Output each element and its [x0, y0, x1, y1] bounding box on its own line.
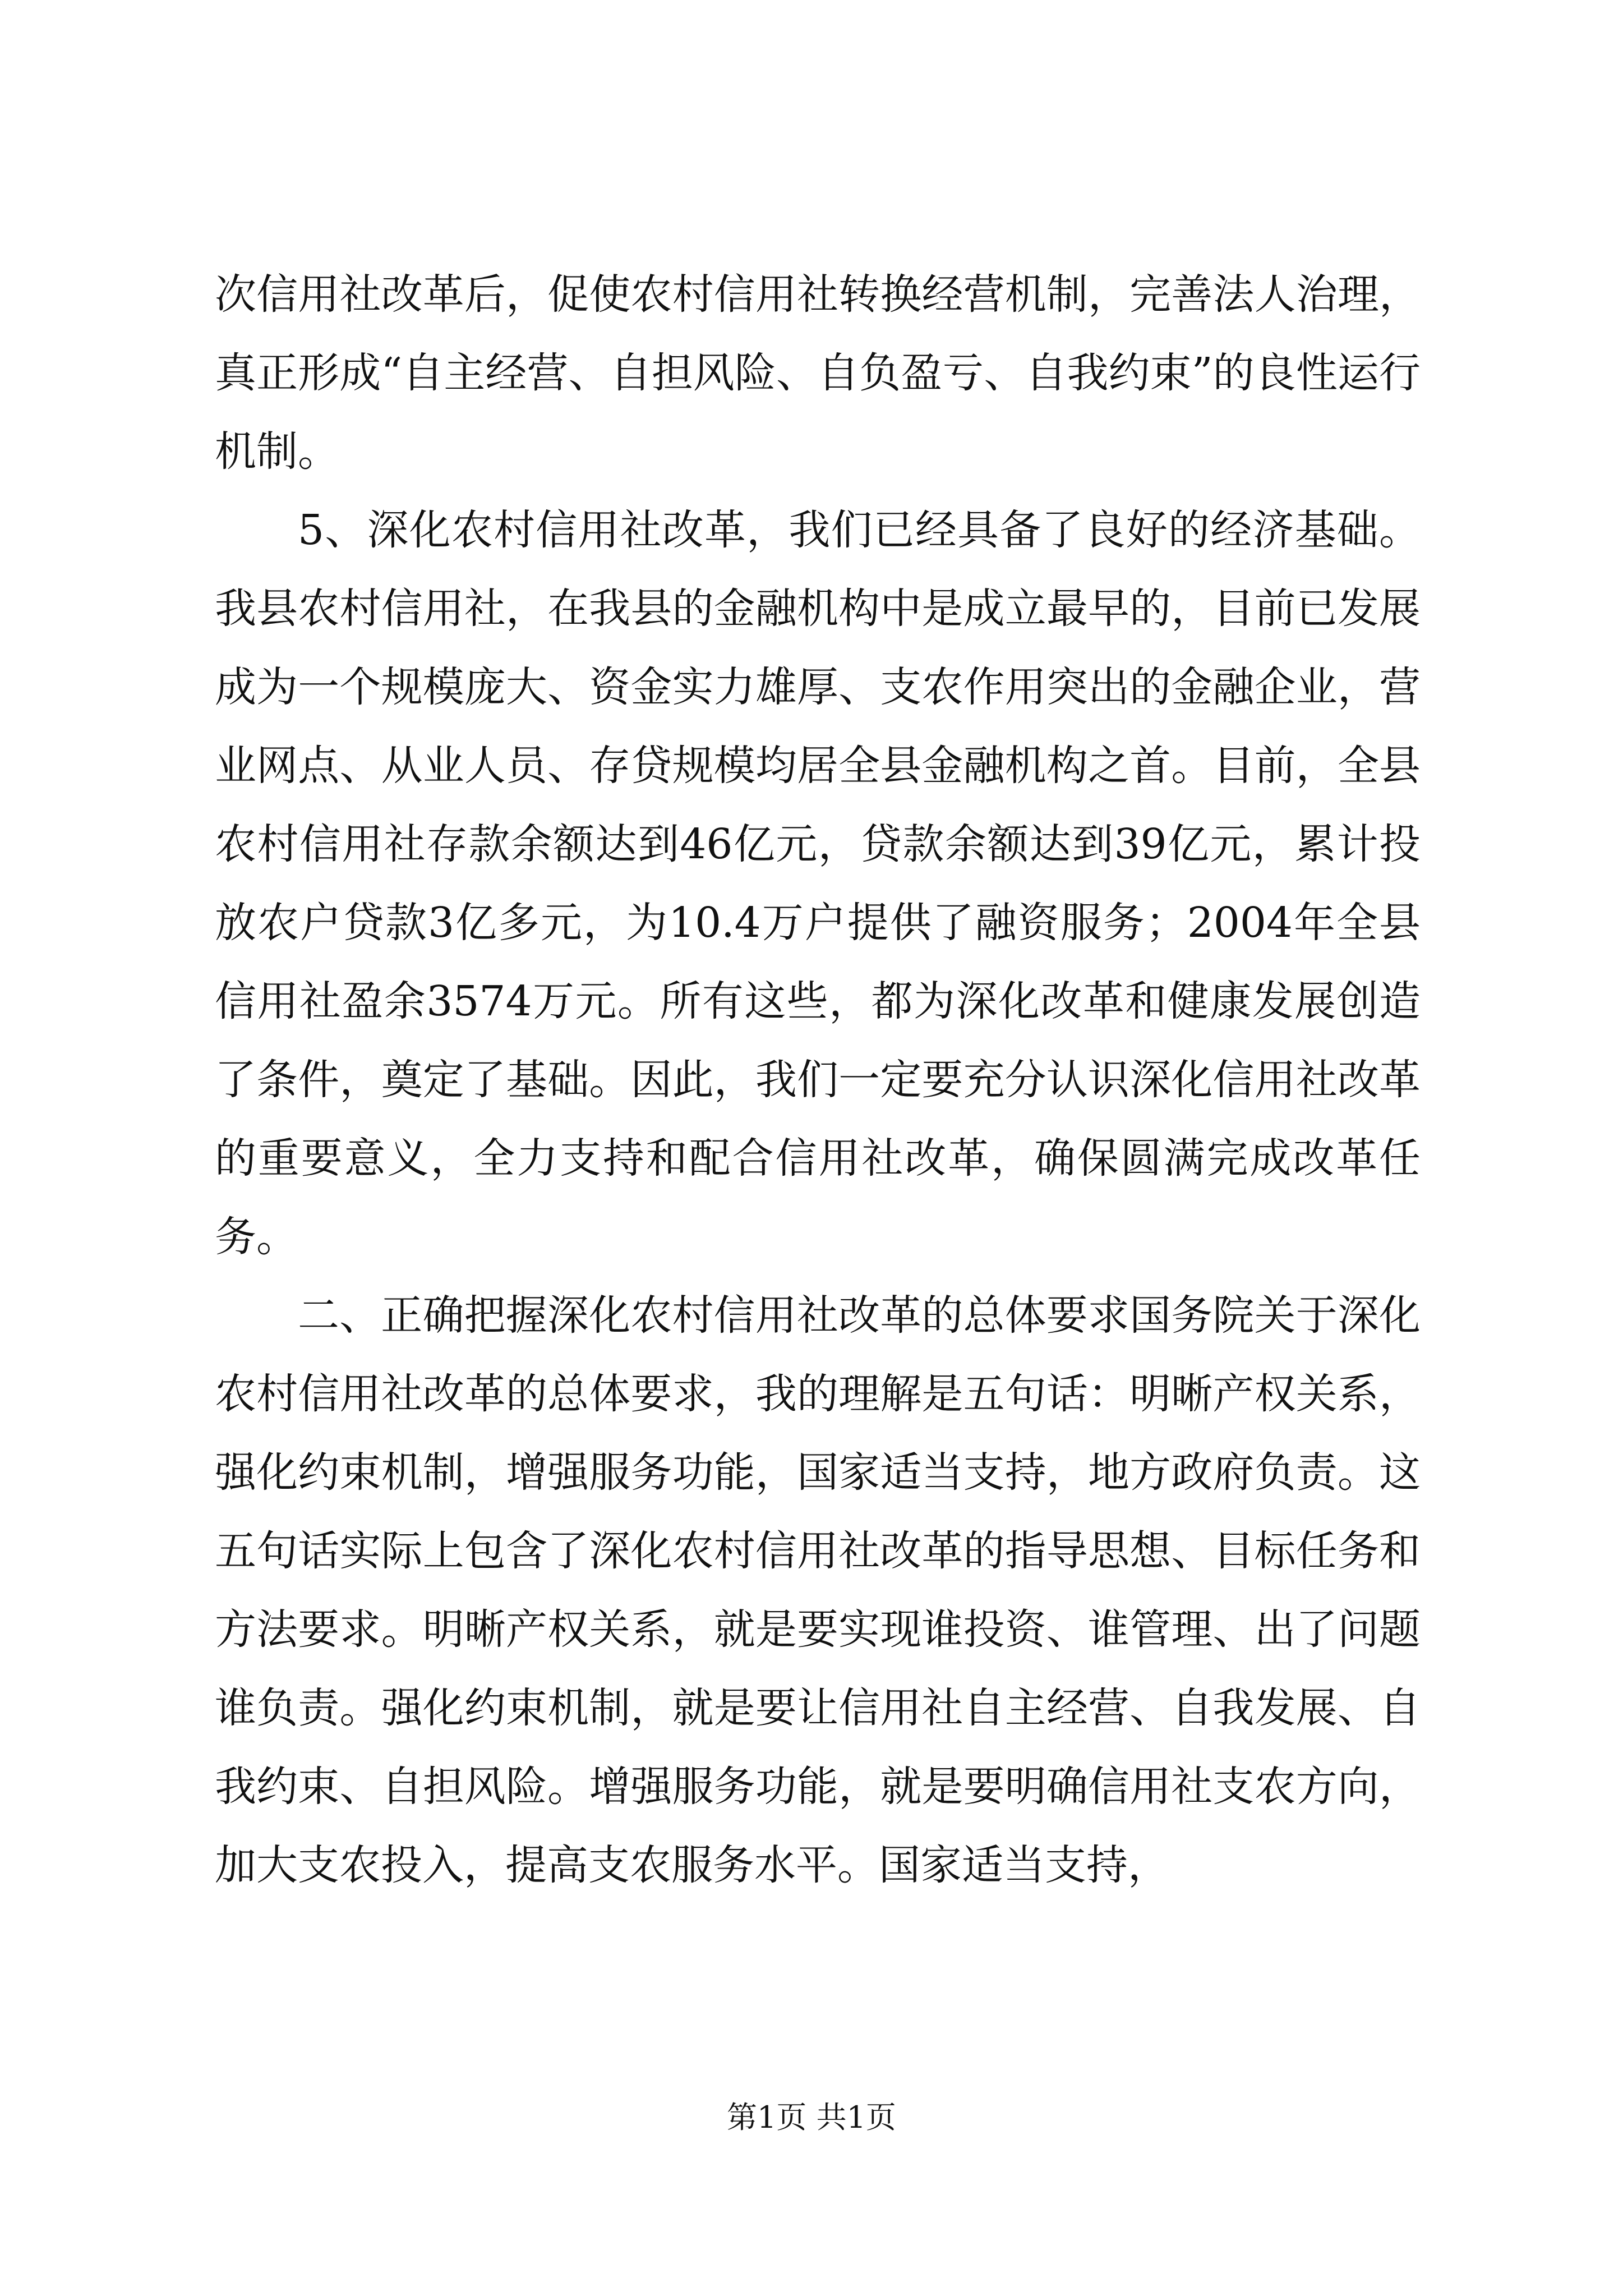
page-footer: 第1页 共1页 — [727, 2100, 896, 2135]
document-body — [215, 255, 1421, 1904]
paragraph-1: 次信用社改革后，促使农村信用社转换经营机制，完善法人治理，真正形成“自主经营、自担风险、自负盈亏、自我约束”的良性运行机制。 — [215, 270, 1421, 476]
paragraph-3: 二、正确把握深化农村信用社改革的总体要求国务院关于深化农村信用社改革的总体要求，我的理解是五句话：明晰产权关系，强化约束机制，增强服务功能，国家适当支持，地方政府负责。这五句话实际上包含了深化农村信用社改革的指导思想、目标任务和方法要求。明晰产权关系，就是要实现谁投资、谁管理、出了问题谁负责。强化约束机制，就是要让信用社自主经营、自我发展、自我约束、自担风险。增强服务功能，就是要明确信用社支农方向，加大支农投入，提高支农服务水平。国家适当支持， — [215, 1291, 1421, 1889]
paragraph-2: 5、深化农村信用社改革，我们已经具备了良好的经济基础。我县农村信用社，在我县的金融机构中是成立最早的，目前已发展成为一个规模庞大、资金实力雄厚、支农作用突出的金融企业，营业网点、从业人员、存贷规模均居全县金融机构之首。目前，全县农村信用社存款余额达到46亿元，贷款余额达到39亿元，累计投放农户贷款3亿多元，为10.4万户提供了融资服务；2004年全县信用社盈余3574万元。所有这些，都为深化改革和健康发展创造了条件，奠定了基础。因此，我们一定要充分认识深化信用社改革的重要意义，全力支持和配合信用社改革，确保圆满完成改革任务。 — [215, 506, 1421, 1261]
